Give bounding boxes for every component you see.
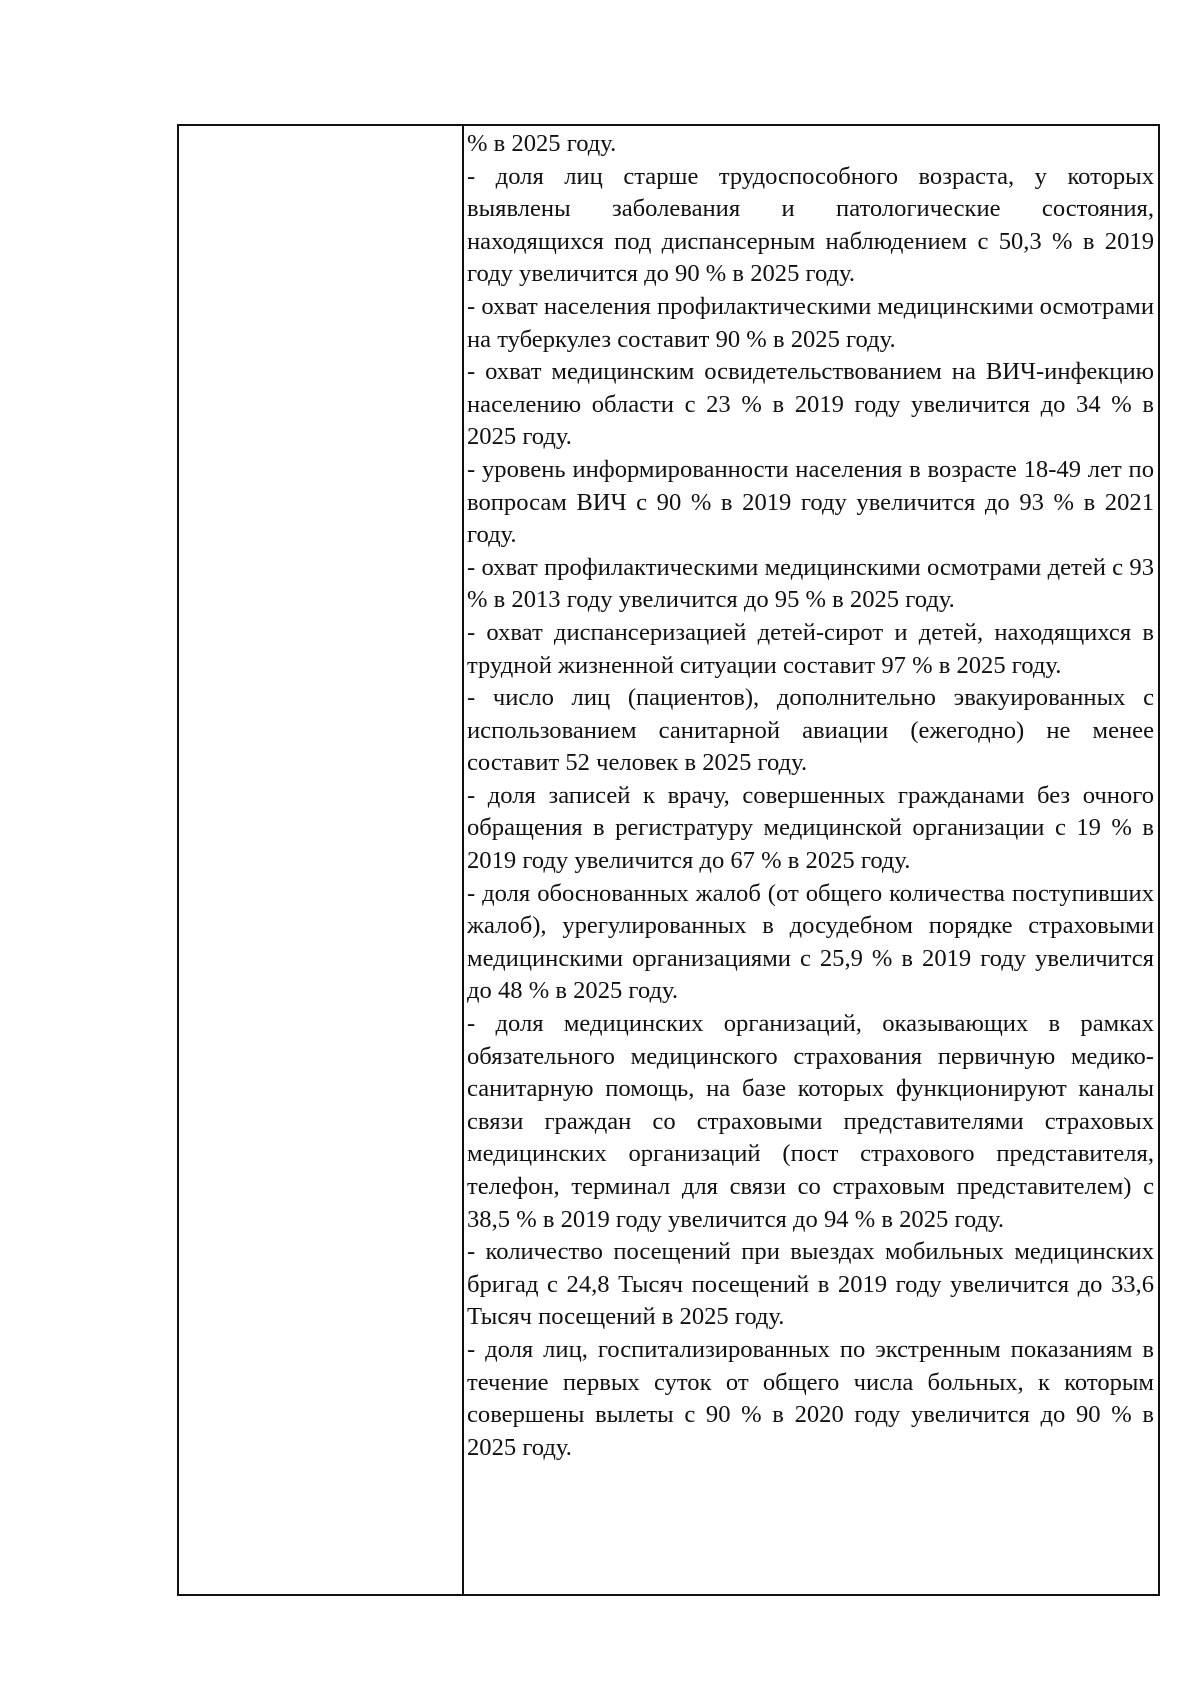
paragraph-tuberculosis-screening: - охват населения профилактическими медицинскими осмотрами на туберкулез составит 90 % в 2025 году. [467, 292, 1154, 353]
paragraph-hiv-testing: - охват медицинским освидетельствованием на ВИЧ-инфекцию населению области с 23 % в 2019 году увеличится до 34 % в 2025 году. [467, 358, 1154, 451]
paragraph-elderly-dispensary: - доля лиц старше трудоспособного возраста, у которых выявлены заболевания и патологические состояния, находящихся под диспансерным наблюдением с 50,3 % в 2019 году увеличится до 90 % в 2025 году. [467, 162, 1154, 288]
paragraph-hiv-awareness: - уровень информированности населения в возрасте 18-49 лет по вопросам ВИЧ с 90 % в 2019 году увеличится до 93 % в 2021 году. [467, 455, 1154, 549]
paragraph-continuation: % в 2025 году. [467, 130, 617, 157]
paragraph-air-ambulance: - число лиц (пациентов), дополнительно эвакуированных с использованием санитарной авиации (ежегодно) не менее составит 52 человек в 2025 году. [467, 684, 1154, 777]
paragraph-complaints: - доля обоснованных жалоб (от общего количества поступивших жалоб), урегулированных в досудебном порядке страховыми медицинскими организациями с 25,9 % в 2019 году увеличится до 48 % в 2025 году. [467, 879, 1154, 1005]
paragraph-orphans-dispensary: - охват диспансеризацией детей-сирот и детей, находящихся в трудной жизненной ситуации составит 97 % в 2025 году. [467, 618, 1154, 679]
paragraph-remote-appointments: - доля записей к врачу, совершенных гражданами без очного обращения в регистратуру медицинской организации с 19 % в 2019 году увеличится до 67 % в 2025 году. [467, 781, 1154, 875]
paragraph-mobile-brigades: - количество посещений при выездах мобильных медицинских бригад с 24,8 Тысяч посещений в 2019 году увеличится до 33,6 Тысяч посещений в 2025 году. [467, 1238, 1154, 1331]
document-table [177, 124, 1160, 1596]
paragraph-children-checkups: - охват профилактическими медицинскими осмотрами детей с 93 % в 2013 году увеличится до 95 % в 2025 году. [467, 553, 1154, 614]
table-right-cell [464, 126, 1158, 1594]
table-left-cell [179, 126, 464, 1594]
paragraph-emergency-hospitalization: - доля лиц, госпитализированных по экстренным показаниям в течение первых суток от общего числа больных, к которым совершены вылеты с 90 % в 2020 году увеличится до 90 % в 2025 году. [467, 1335, 1154, 1461]
paragraph-insurance-channels: - доля медицинских организаций, оказывающих в рамках обязательного медицинского страхования первичную медико-санитарную помощь, на базе которых функционируют каналы связи граждан со страховыми представителями страховых медицинских организаций (пост страхового представителя, телефон, терминал для связи со страховым представителем) с 38,5 % в 2019 году увеличится до 94 % в 2025 году. [467, 1010, 1154, 1233]
